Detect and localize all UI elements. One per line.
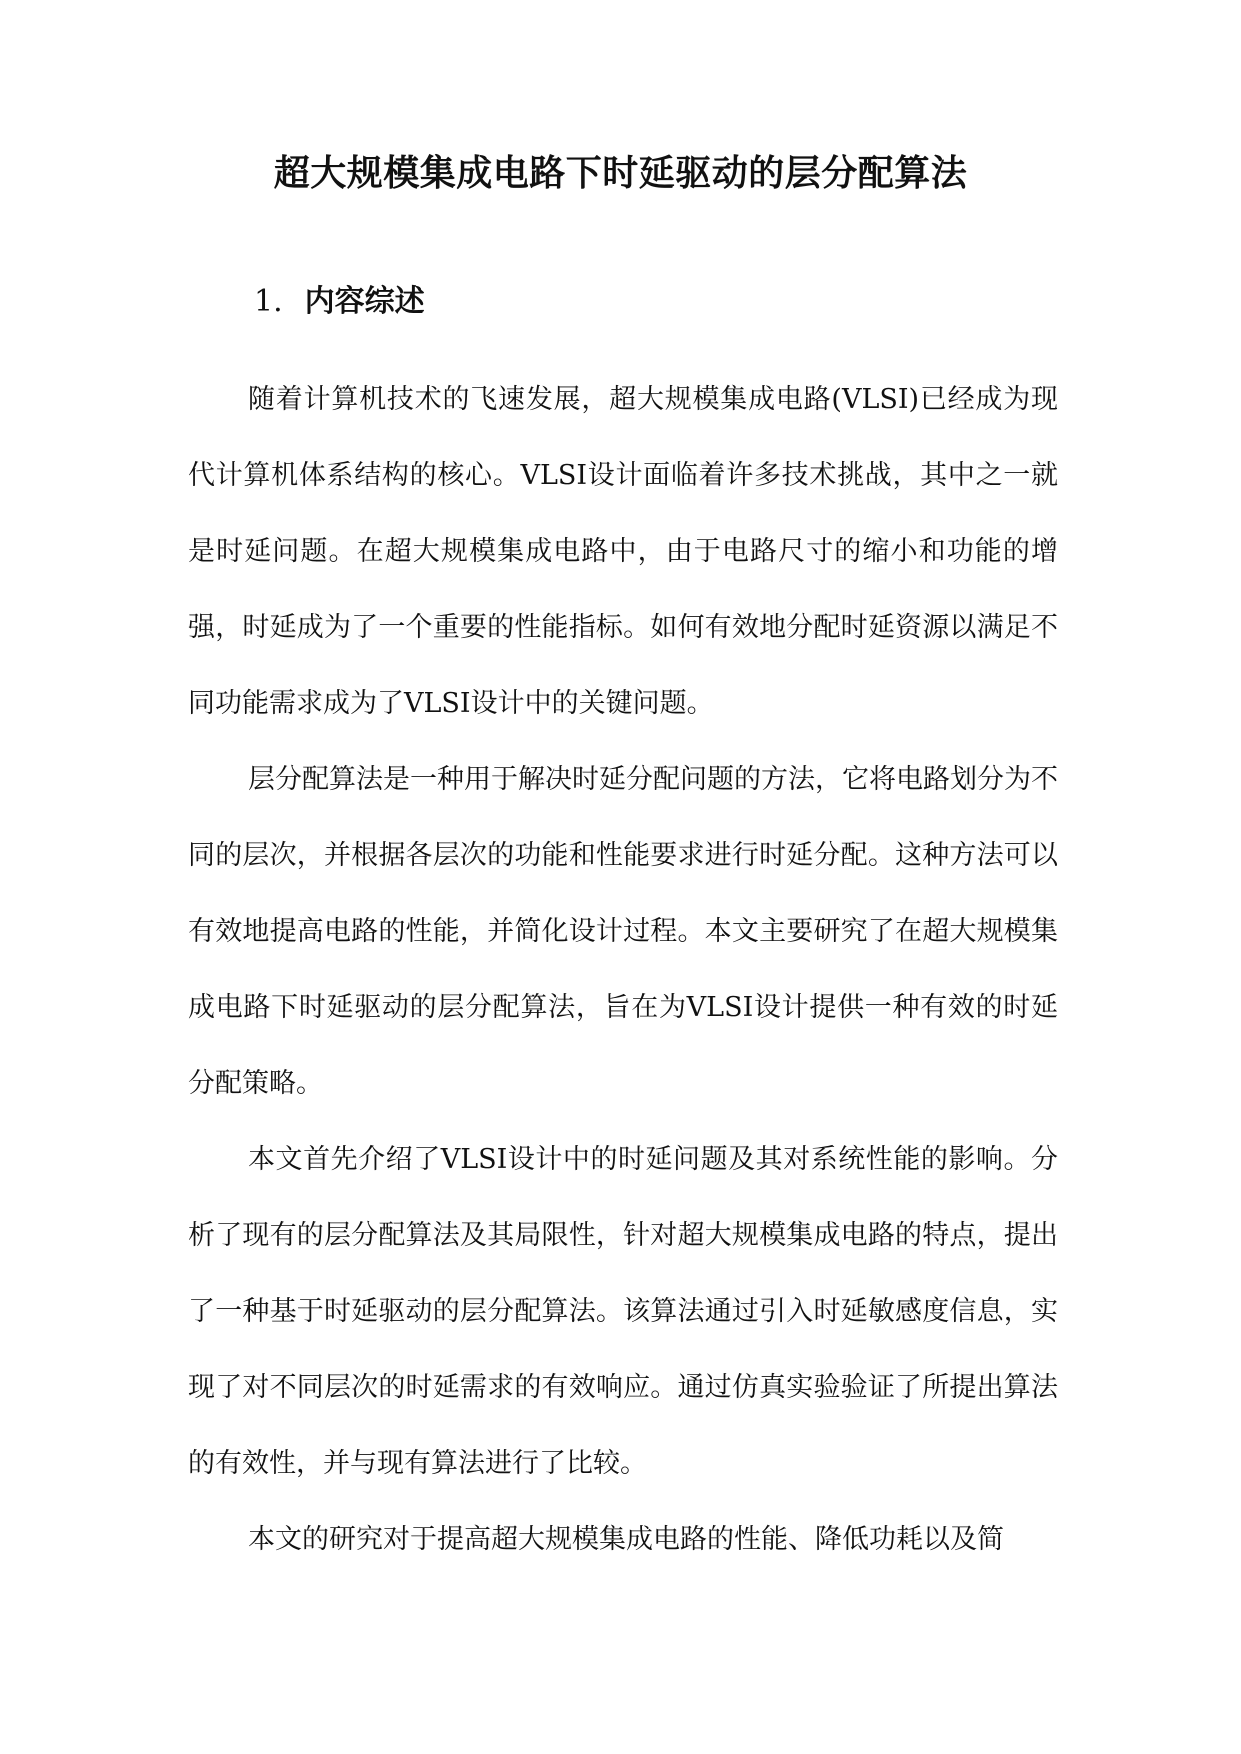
paragraph: 本文首先介绍了VLSI设计中的时延问题及其对系统性能的影响。分析了现有的层分配算法及其局限性，针对超大规模集成电路的特点，提出了一种基于时延驱动的层分配算法。该算法通过引入时延敏感度信息，实现了对不同层次的时延需求的有效响应。通过仿真实验验证了所提出算法的有效性，并与现有算法进行了比较。 [188,1144,1058,1479]
section-number: 1. [254,284,283,319]
document-title: 超大规模集成电路下时延驱动的层分配算法 [273,153,968,194]
paragraph: 本文的研究对于提高超大规模集成电路的性能、降低功耗以及简 [248,1524,1004,1555]
paragraph: 随着计算机技术的飞速发展，超大规模集成电路(VLSI)已经成为现代计算机体系结构的核心。VLSI设计面临着许多技术挑战，其中之一就是时延问题。在超大规模集成电路中，由于电路尺寸的缩小和功能的增强，时延成为了一个重要的性能指标。如何有效地分配时延资源以满足不同功能需求成为了VLSI设计中的关键问题。 [188,384,1058,719]
paragraph: 层分配算法是一种用于解决时延分配问题的方法，它将电路划分为不同的层次，并根据各层次的功能和性能要求进行时延分配。这种方法可以有效地提高电路的性能，并简化设计过程。本文主要研究了在超大规模集成电路下时延驱动的层分配算法，旨在为VLSI设计提供一种有效的时延分配策略。 [188,764,1058,1099]
section-heading [254,282,425,322]
body-text [188,362,1058,1578]
section-title: 内容综述 [304,284,425,319]
